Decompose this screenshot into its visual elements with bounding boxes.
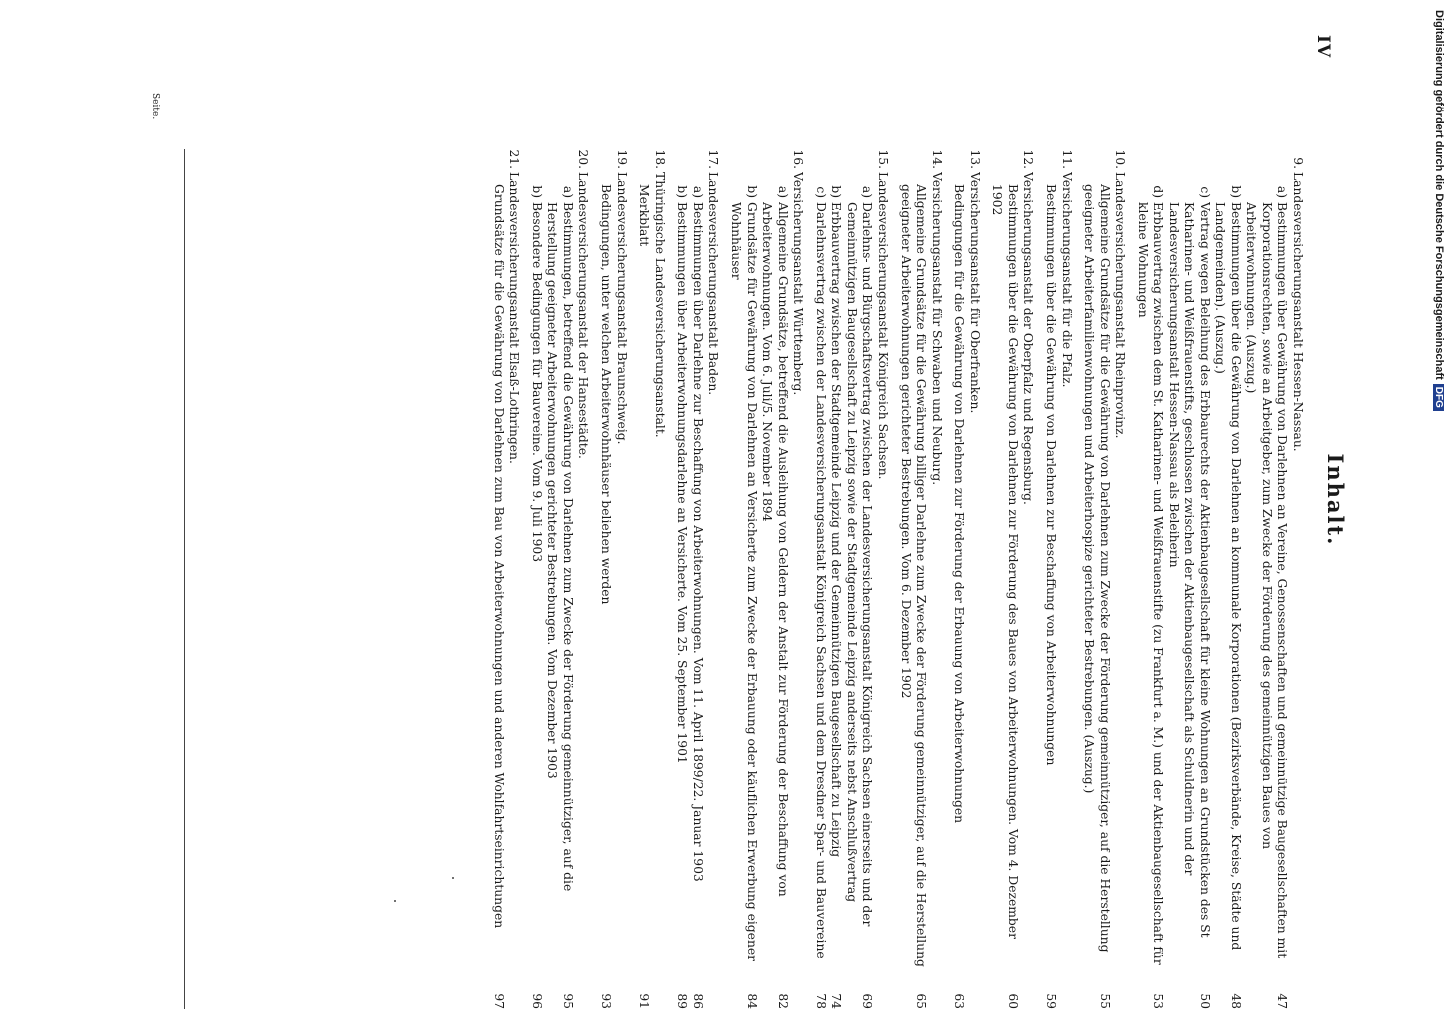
dfg-logo: DFG	[1434, 384, 1445, 411]
entry-label: c)	[813, 186, 828, 198]
entry-spacer	[629, 149, 636, 1009]
entry-label: b)	[529, 185, 544, 198]
entry-label: b)	[675, 185, 690, 198]
toc-section	[1290, 149, 1306, 1009]
toc-entry	[1166, 149, 1213, 1009]
section-number: 14.	[929, 149, 944, 169]
toc-entry	[544, 149, 575, 1009]
entry-text: Allgemeine Grundsätze, betreffend die Ausleihung von Geldern der Anstalt zur Förderung der Beschaffung von Arbeiterwohnungen. Vom 6. Juli/5. November 1894	[760, 202, 790, 897]
entry-text: Bestimmungen über die Gewährung von Darlehnen an kommunale Korporationen (Bezirksverbände, Kreise, Städte und Landgemeinden). (Auszug.)	[1213, 202, 1243, 951]
toc-entry	[1212, 149, 1243, 1009]
toc-entry	[951, 149, 967, 1009]
entry-text: Grundsätze für die Gewährung von Darlehnen zum Bau von Arbeiterwohnungen und anderen Wohlfahrtseinrichtungen	[491, 184, 506, 929]
entry-page-number: 74	[829, 993, 844, 1009]
toc-section	[705, 149, 721, 1009]
toc-entry	[728, 149, 759, 1009]
toc-section	[1112, 149, 1128, 1009]
toc-entry	[528, 149, 544, 1009]
entry-page-number: 60	[1005, 993, 1020, 1009]
entry-page-number: 84	[744, 993, 759, 1009]
entry-text: Darlehnsvertrag zwischen der Landesversicherungsanstalt Königreich Sachsen und dem Dresdner Spar- und Bauvereine	[813, 202, 828, 959]
toc-section	[790, 149, 806, 1009]
toc-entry	[828, 149, 844, 1009]
entry-page-number: 93	[599, 993, 614, 1009]
entry-spacer	[721, 149, 728, 1009]
toc-entry	[1243, 149, 1290, 1009]
entry-page-number: 53	[1151, 993, 1166, 1009]
section-title: Landesversicherungsanstalt Hessen-Nassau.	[1291, 172, 1305, 452]
section-title: Landesversicherungsanstalt der Hansestädte.	[576, 172, 591, 459]
toc-section	[575, 149, 591, 1009]
toc-entry	[897, 149, 928, 1009]
toc-entry	[843, 149, 874, 1009]
page-title: Inhalt.	[1323, 453, 1348, 547]
entry-label: d)	[1151, 185, 1166, 198]
entry-page-number: 86	[691, 993, 705, 1009]
page-column-header: Seite.	[150, 93, 160, 120]
entry-text: Bestimmungen über die Gewährung von Darlehnen zur Beschaffung von Arbeiterwohnungen	[1044, 184, 1059, 766]
toc-entry	[989, 149, 1020, 1009]
section-number: 11.	[1059, 149, 1074, 169]
entry-page-number: 96	[529, 993, 544, 1009]
section-number: 12.	[1021, 149, 1036, 169]
entry-spacer	[590, 149, 597, 1009]
toc-section	[506, 149, 522, 1009]
section-title: Landesversicherungsanstalt Braunschweig.	[614, 172, 629, 445]
entry-page-number: 63	[952, 993, 967, 1009]
section-title: Landesversicherungsanstalt Rheinprovinz.	[1113, 172, 1128, 439]
entry-page-number: 65	[914, 993, 929, 1009]
entry-text: Bestimmungen über Darlehne zur Beschaffung von Arbeiterwohnungen. Vom 11. April 1899/22. Januar 1903	[691, 202, 705, 882]
entry-page-number: 91	[637, 993, 652, 1009]
digitization-stamp	[1430, 10, 1448, 985]
toc-section	[966, 149, 982, 1009]
section-title: Versicherungsanstalt für Schwaben und Neuburg.	[929, 172, 944, 486]
entry-page-number: 50	[1198, 993, 1212, 1009]
section-number: 19.	[614, 149, 629, 169]
toc-entry	[674, 149, 690, 1009]
page-number: IV	[1313, 35, 1333, 59]
entry-label: a)	[691, 185, 705, 198]
section-number: 16.	[791, 149, 806, 169]
entry-page-number: 59	[1044, 993, 1059, 1009]
entry-label: a)	[775, 185, 790, 198]
section-title: Versicherungsanstalt für die Pfalz.	[1059, 172, 1074, 388]
section-title: Landesversicherungsanstalt Königreich Sachsen.	[875, 172, 890, 480]
entry-text: Besondere Bedingungen für Bauvereine. Vom 9. Juli 1903	[529, 202, 544, 563]
entry-text: Bedingungen, unter welchen Arbeiterwohnhäuser beliehen werden	[599, 184, 614, 605]
toc-entry	[690, 149, 706, 1009]
entry-page-number: 78	[813, 993, 828, 1009]
section-title: Thüringische Landesversicherungsanstalt.	[652, 172, 667, 438]
entry-text: Bestimmungen über Arbeiterwohnungsdarlehne an Versicherte. Vom 25. September 1901	[675, 202, 690, 764]
entry-spacer	[944, 149, 951, 1009]
toc-entry	[812, 149, 828, 1009]
entry-text: Allgemeine Grundsätze für die Gewährung von Darlehnen zum Zwecke der Förderung gemeinnütziger, auf die Herstellung geeigneter Arbeiterfamilienwohnungen und Arbeiterhospize gerichteter Bestrebungen. (Auszug.)	[1082, 184, 1112, 953]
toc-entry	[636, 149, 652, 1009]
entry-label: b)	[744, 185, 759, 198]
entry-page-number: 47	[1275, 993, 1290, 1009]
table-of-contents	[490, 149, 1305, 1009]
toc-section	[1058, 149, 1074, 1009]
entry-page-number: 89	[675, 993, 690, 1009]
section-number: 17.	[706, 149, 721, 169]
section-number: 20.	[576, 149, 591, 169]
toc-section	[928, 149, 944, 1009]
section-number: 9.	[1291, 157, 1305, 169]
toc-section	[651, 149, 667, 1009]
entry-text: Bestimmungen über Gewährung von Darlehnen an Vereine, Genossenschaften und gemeinnützige Baugesellschaften mit Korporationsrechten, sowie an Arbeitgeber, zum Zwecke der Förderung des gemeinnützigen Baues von Arbeiterwohnungen. (Auszug.)	[1244, 202, 1290, 959]
entry-spacer	[1074, 149, 1081, 1009]
entry-label: a)	[860, 185, 875, 198]
toc-entry	[1043, 149, 1059, 1009]
section-number: 18.	[652, 149, 667, 169]
section-number: 10.	[1113, 149, 1128, 169]
entry-label: c)	[1198, 186, 1212, 198]
toc-entry	[1135, 149, 1166, 1009]
entry-page-number: 55	[1097, 993, 1112, 1009]
entry-page-number: 48	[1229, 993, 1243, 1009]
entry-label: a)	[560, 185, 575, 198]
entry-text: Bestimmungen, betreffend die Gewährung von Darlehnen zum Zwecke der Förderung gemeinnütziger, auf die Herstellung geeigneter Arbeiterwohnungen gerichteter Bestrebungen. Vom Dezember 1903	[545, 202, 575, 892]
section-title: Landesversicherungsanstalt Elsaß-Lothringen.	[507, 172, 522, 464]
entry-spacer	[890, 149, 897, 1009]
entry-text: Bestimmungen über die Gewährung von Darlehnen zur Förderung des Baues von Arbeiterwohnungen. Vom 4. Dezember 1902	[990, 184, 1020, 939]
entry-page-number: 69	[860, 993, 875, 1009]
entry-text: Vertrag wegen Beleihung des Erbbaurechts der Aktienbaugesellschaft für kleine Wohnungen an Grundstücken des St Katharinen- und Weißfrauenstifts, geschlossen zwischen der Aktienbaugesellschaft als Schuldnerin und der Landesversicherungsanstalt Hessen-Nassau als Beleiherin	[1167, 202, 1212, 938]
section-title: Versicherungsanstalt für Oberfranken.	[967, 172, 982, 414]
section-title: Landesversicherungsanstalt Baden.	[706, 172, 721, 396]
entry-text: Erbbauvertrag zwischen der Stadtgemeinde Leipzig und der Gemeinnützigen Baugesellschaft zu Leipzig	[829, 202, 844, 858]
entry-text: Bedingungen für die Gewährung von Darlehnen zur Förderung der Erbauung von Arbeiterwohnungen	[952, 184, 967, 824]
entry-label: b)	[829, 185, 844, 198]
page-column-rule	[184, 149, 185, 1009]
toc-section	[874, 149, 890, 1009]
entry-page-number: 95	[560, 993, 575, 1009]
entry-spacer	[521, 149, 528, 1009]
entry-label: a)	[1275, 185, 1290, 198]
entry-page-number: 82	[775, 993, 790, 1009]
toc-entry	[598, 149, 614, 1009]
entry-spacer	[1035, 149, 1042, 1009]
entry-label: b)	[1229, 185, 1243, 198]
toc-entry	[759, 149, 790, 1009]
scan-speck	[452, 877, 454, 879]
toc-section	[1020, 149, 1036, 1009]
entry-text: Erbbauvertrag zwischen dem St. Katharinen- und Weißfrauenstifte (zu Frankfurt a. M.) und der Aktienbaugesellschaft für kleine Wohnungen	[1136, 202, 1166, 965]
digitization-stamp-text: Digitalisierung gefördert durch die Deutsche Forschungsgemeinschaft	[1433, 10, 1445, 380]
section-number: 21.	[507, 149, 522, 169]
entry-page-number: 97	[491, 993, 506, 1009]
section-title: Versicherungsanstalt der Oberpfalz und Regensburg.	[1021, 172, 1036, 505]
entry-spacer	[805, 149, 812, 1009]
section-title: Versicherungsanstalt Württemberg.	[791, 172, 806, 396]
entry-text: Darlehns- und Bürgschaftsvertrag zwischen der Landesversicherungsanstalt Königreich Sachsen einerseits und der Gemeinnützigen Baugesellschaft zu Leipzig sowie der Stadtgemeinde Leipzig anderseits nebst Anschlußvertrag	[844, 202, 875, 927]
section-number: 13.	[967, 149, 982, 169]
toc-entry	[490, 149, 506, 1009]
section-number: 15.	[875, 149, 890, 169]
toc-section	[613, 149, 629, 1009]
entry-text: Grundsätze für Gewährung von Darlehnen an Versicherte zum Zwecke der Erbauung oder käuflichen Erwerbung eigener Wohnhäuser	[729, 202, 759, 962]
toc-entry	[1081, 149, 1112, 1009]
entry-spacer	[1127, 149, 1134, 1009]
entry-spacer	[982, 149, 989, 1009]
entry-spacer	[667, 149, 674, 1009]
entry-text: Allgemeine Grundsätze für die Gewährung billiger Darlehne zum Zwecke der Förderung gemeinnütziger, auf die Herstellung geeigneter Arbeiterwohnungen gerichteter Bestrebungen. Vom 6. Dezember 1902	[898, 184, 929, 967]
entry-text: Merkblatt	[637, 184, 652, 247]
scan-speck	[394, 900, 396, 902]
